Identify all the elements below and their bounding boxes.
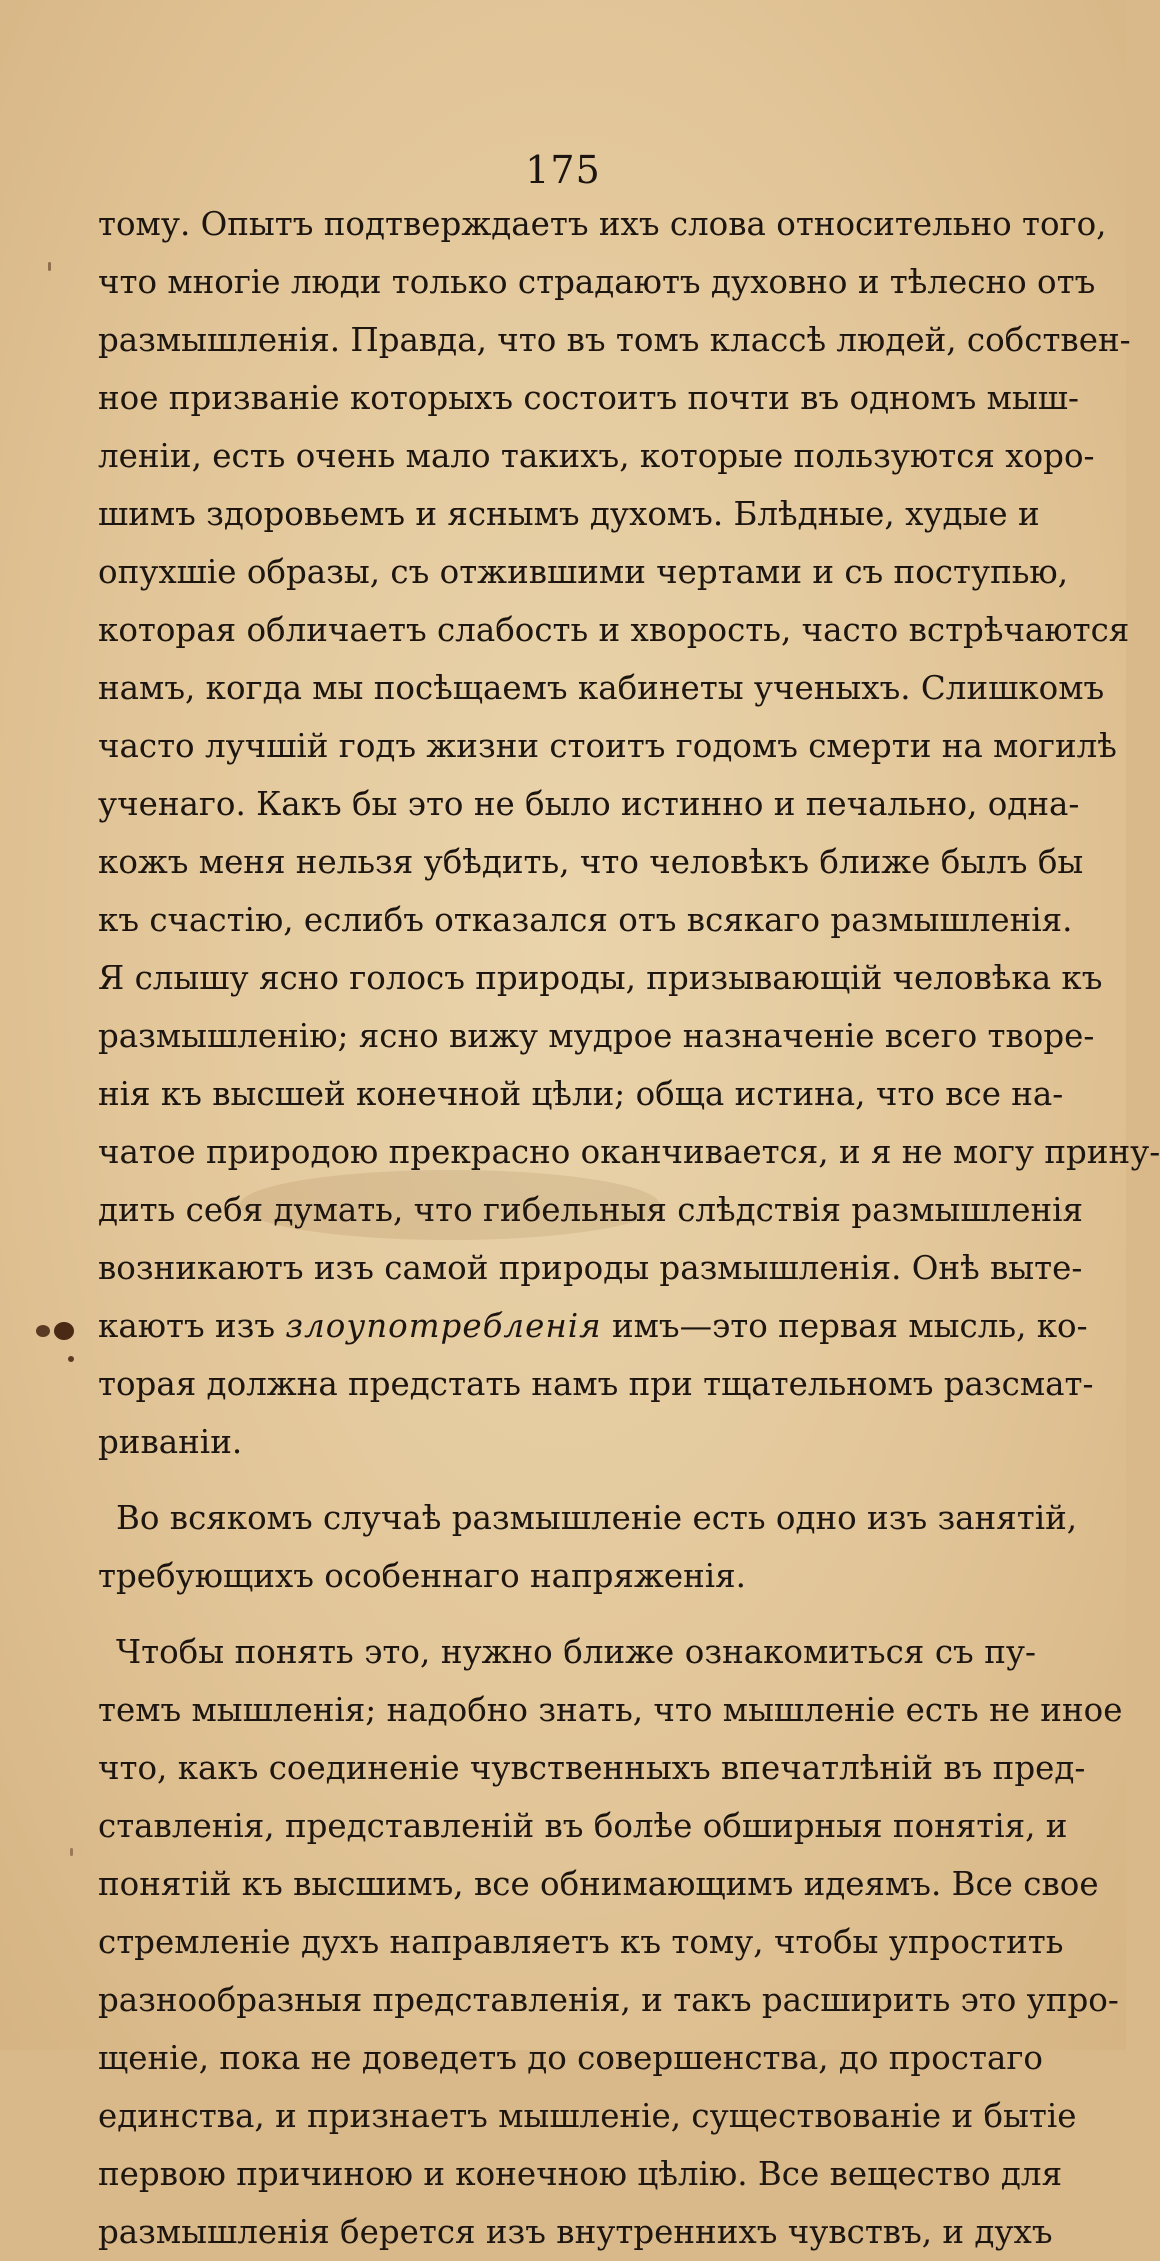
text-line: требующихъ особеннаго напряженія. <box>98 1557 747 1595</box>
text-line: Я слышу ясно голосъ природы, призывающій человѣка къ <box>98 959 1103 997</box>
text-line: Чтобы понять это, нужно ближе ознакомиться съ пу- <box>116 1633 1036 1671</box>
text-line: риваніи. <box>98 1423 243 1461</box>
text-line: часто лучшій годъ жизни стоитъ годомъ смерти на могилѣ <box>98 727 1117 765</box>
text-line: къ счастію, еслибъ отказался отъ всякаго размышленія. <box>98 901 1073 939</box>
text-line: кожъ меня нельзя убѣдить, что человѣкъ ближе былъ бы <box>98 843 1084 881</box>
ink-speck <box>48 262 51 271</box>
text-line: леніи, есть очень мало такихъ, которые пользуются хоро- <box>98 437 1095 475</box>
text-line: нія къ высшей конечной цѣли; обща истина, что все на- <box>98 1075 1064 1113</box>
text-line: тому. Опытъ подтверждаетъ ихъ слова относительно того, <box>98 205 1107 243</box>
text-line: чатое природою прекрасно оканчивается, и я не могу прину- <box>98 1133 1160 1171</box>
text-line: размышленію; ясно вижу мудрое назначеніе всего творе- <box>98 1017 1095 1055</box>
text-line: ученаго. Какъ бы это не было истинно и печально, одна- <box>98 785 1080 823</box>
ink-blot <box>54 1322 74 1340</box>
ink-speck <box>70 1848 73 1856</box>
text-line: что многіе люди только страдаютъ духовно и тѣлесно отъ <box>98 263 1096 301</box>
text-line: ное призваніе которыхъ состоитъ почти въ одномъ мыш- <box>98 379 1079 417</box>
text-line: опухшіе образы, съ отжившими чертами и съ поступью, <box>98 553 1069 591</box>
text-line: понятій къ высшимъ, все обнимающимъ идеямъ. Все свое <box>98 1865 1099 1903</box>
ink-blot <box>36 1325 50 1337</box>
text-line: которая обличаетъ слабость и хворость, часто встрѣчаются <box>98 611 1130 649</box>
ink-blot <box>68 1356 74 1362</box>
text-line: намъ, когда мы посѣщаемъ кабинеты ученыхъ. Слишкомъ <box>98 669 1105 707</box>
text-segment: имъ—это первая мысль, ко- <box>601 1307 1088 1345</box>
text-line: щеніе, пока не доведетъ до совершенства, до простаго <box>98 2039 1043 2077</box>
text-line-with-italic <box>98 1297 1088 1355</box>
text-line: что, какъ соединеніе чувственныхъ впечатлѣній въ пред- <box>98 1749 1086 1787</box>
text-line: возникаютъ изъ самой природы размышленія. Онѣ выте- <box>98 1249 1083 1287</box>
text-line: первою причиною и конечною цѣлію. Все вещество для <box>98 2155 1063 2193</box>
text-line: разнообразныя представленія, и такъ расширить это упро- <box>98 1981 1119 2019</box>
page-number: 175 <box>525 148 601 192</box>
text-line: дить себя думать, что гибельныя слѣдствія размышленія <box>98 1191 1084 1229</box>
text-line: ставленія, представленій въ болѣе обширныя понятія, и <box>98 1807 1068 1845</box>
italic-emphasis: злоупотребленія <box>285 1307 602 1345</box>
text-line: стремленіе духъ направляетъ къ тому, чтобы упростить <box>98 1923 1064 1961</box>
text-line: размышленія. Правда, что въ томъ классѣ людей, собствен- <box>98 321 1131 359</box>
text-line: шимъ здоровьемъ и яснымъ духомъ. Блѣдные, худые и <box>98 495 1040 533</box>
text-line: Во всякомъ случаѣ размышленіе есть одно изъ занятій, <box>116 1499 1078 1537</box>
text-line: темъ мышленія; надобно знать, что мышленіе есть не иное <box>98 1691 1123 1729</box>
text-line: размышленія берется изъ внутреннихъ чувствъ, и духъ <box>98 2213 1053 2251</box>
text-line: торая должна предстать намъ при тщательномъ разсмат- <box>98 1365 1094 1403</box>
text-line: единства, и признаетъ мышленіе, существованіе и бытіе <box>98 2097 1077 2135</box>
body-text <box>98 195 1160 2261</box>
text-segment: каютъ изъ <box>98 1307 286 1345</box>
